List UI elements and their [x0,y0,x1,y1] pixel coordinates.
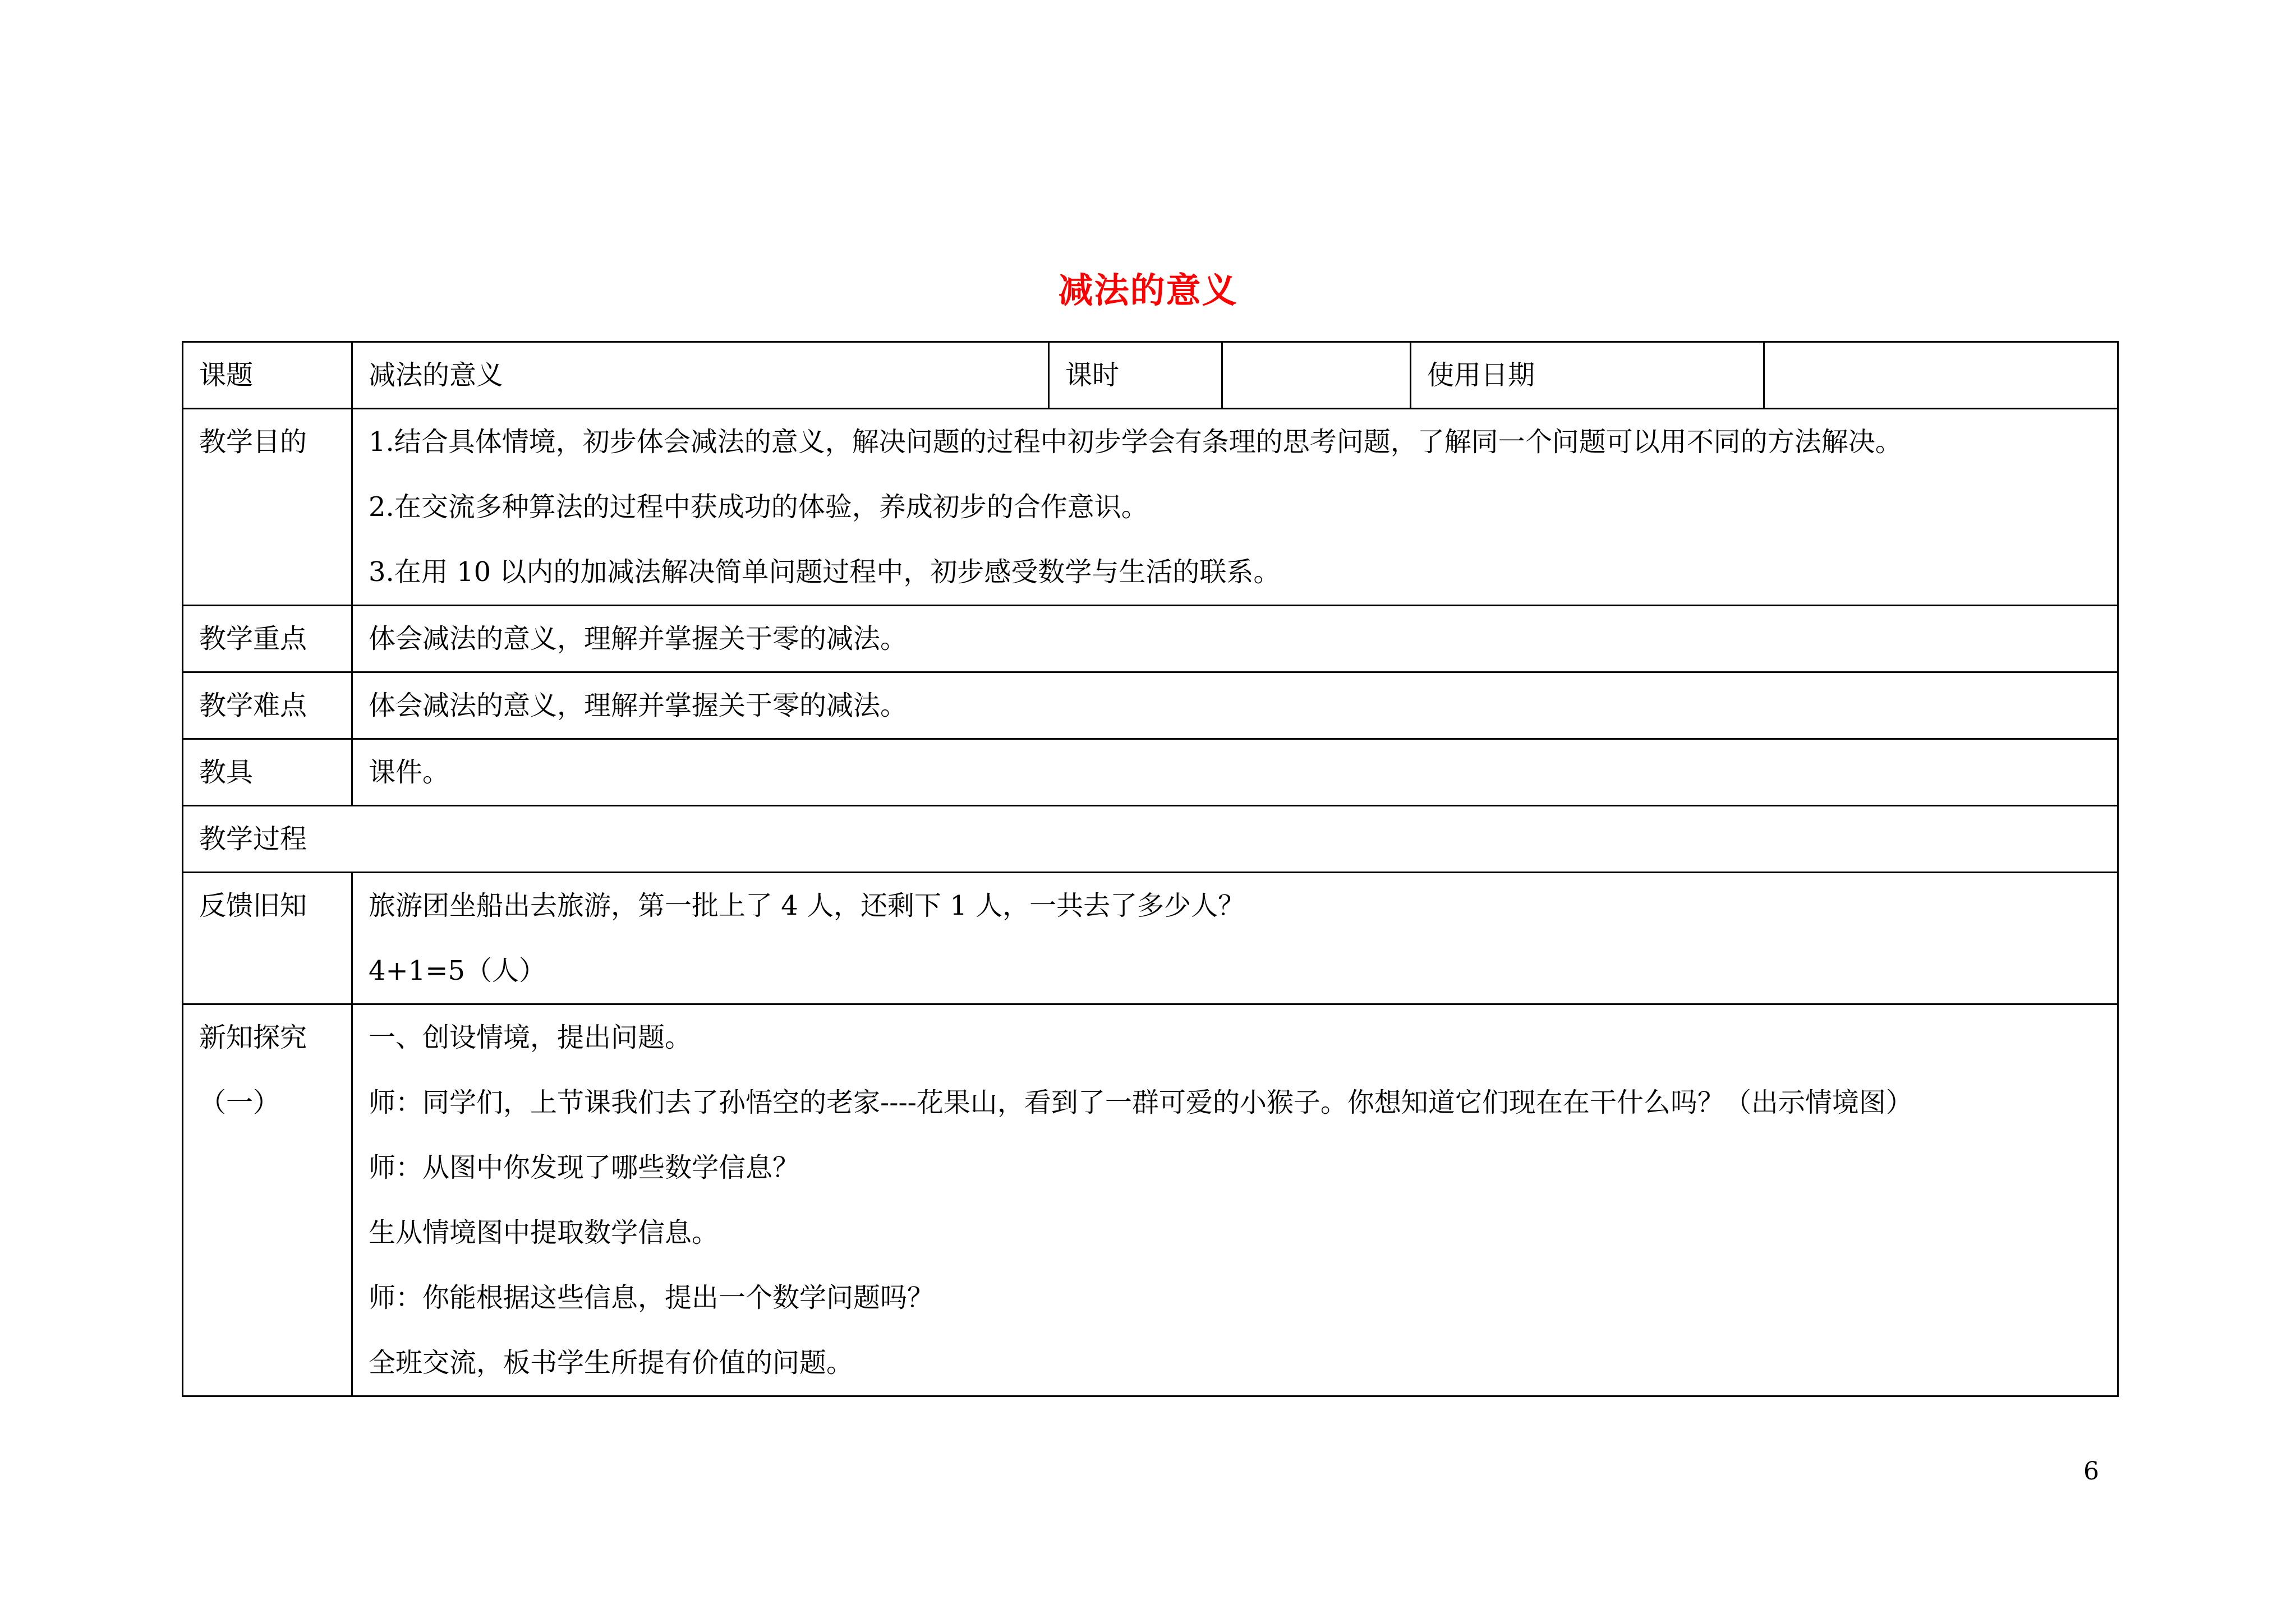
objectives-content [352,409,2118,606]
explore-line: 生从情境图中提取数学信息。 [369,1217,719,1248]
objective-line: 2.在交流多种算法的过程中获成功的体验，养成初步的合作意识。 [369,491,1148,523]
difficulties-label: 教学难点 [183,672,352,739]
objective-line: 1.结合具体情境，初步体会减法的意义，解决问题的过程中初步学会有条理的思考问题，了解同一个问题可以用不同的方法解决。 [369,426,1902,458]
date-value [1764,342,2118,409]
tools-label: 教具 [183,739,352,806]
key-points-label: 教学重点 [183,606,352,672]
key-points-row [183,606,2118,672]
tools-row [183,739,2118,806]
topic-label: 课题 [183,342,352,409]
date-label: 使用日期 [1411,342,1764,409]
objective-line: 3.在用 10 以内的加减法解决简单问题过程中，初步感受数学与生活的联系。 [369,556,1281,588]
explore-line: 全班交流，板书学生所提有价值的问题。 [369,1347,854,1378]
lesson-plan-table [182,341,2119,1397]
explore-label-line: 新知探究 [199,1022,307,1053]
explore-row [183,1004,2118,1396]
explore-line: 一、创设情境，提出问题。 [369,1022,692,1053]
review-line: 4+1=5（人） [369,955,546,986]
page-title: 减法的意义 [1058,270,1238,311]
review-label: 反馈旧知 [183,873,352,1004]
explore-line: 师：同学们，上节课我们去了孙悟空的老家----花果山，看到了一群可爱的小猴子。你想知道它们现在在干什么吗？（出示情境图） [369,1087,1913,1118]
difficulties-content: 体会减法的意义，理解并掌握关于零的减法。 [352,672,2118,739]
objectives-label: 教学目的 [183,409,352,606]
header-row [183,342,2118,409]
review-line: 旅游团坐船出去旅游，第一批上了 4 人，还剩下 1 人，一共去了多少人？ [369,890,1245,921]
difficulties-row [183,672,2118,739]
process-label: 教学过程 [183,806,2118,873]
explore-content [352,1004,2118,1396]
topic-value: 减法的意义 [352,342,1049,409]
explore-line: 师：从图中你发现了哪些数学信息？ [369,1152,800,1183]
review-row [183,873,2118,1004]
objectives-row [183,409,2118,606]
period-label: 课时 [1049,342,1222,409]
explore-label-line: （一） [199,1087,280,1118]
process-row [183,806,2118,873]
tools-content: 课件。 [352,739,2118,806]
review-content [352,873,2118,1004]
period-value [1222,342,1411,409]
explore-label [183,1004,352,1396]
page-number: 6 [2083,1457,2099,1486]
key-points-content: 体会减法的意义，理解并掌握关于零的减法。 [352,606,2118,672]
explore-line: 师：你能根据这些信息，提出一个数学问题吗？ [369,1282,935,1313]
